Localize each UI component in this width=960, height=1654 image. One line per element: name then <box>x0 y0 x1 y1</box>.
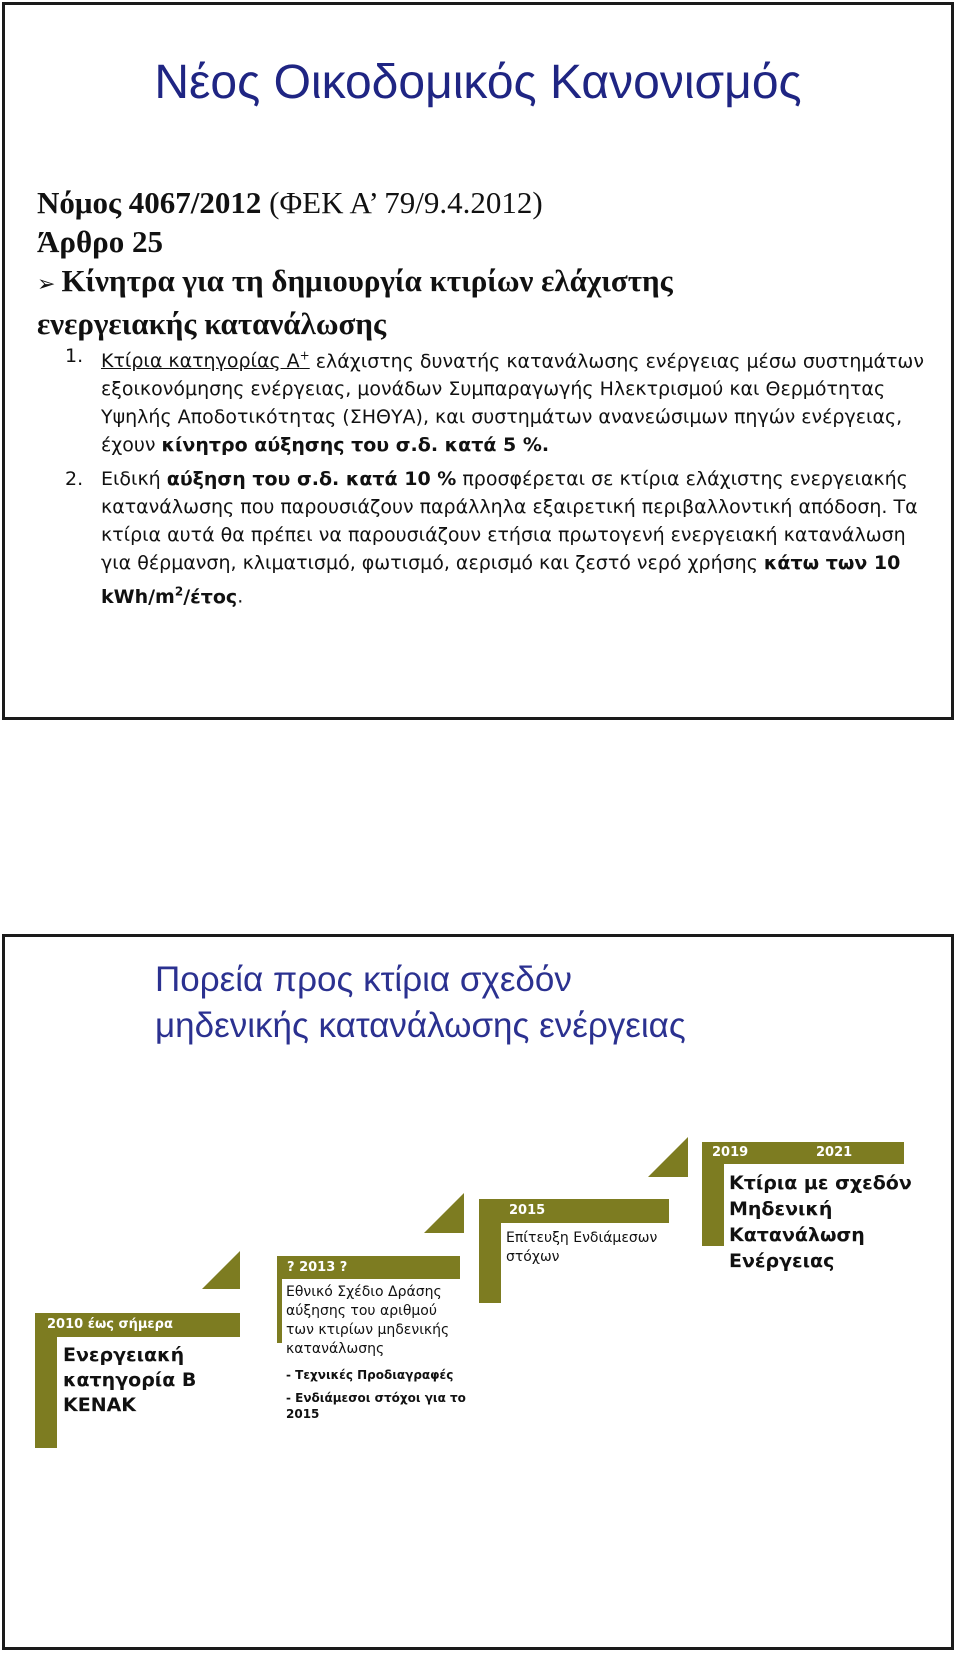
law-gazette: (ΦΕΚ Α’ 79/9.4.2012) <box>261 185 543 220</box>
step-2-note-1: - Τεχνικές Προδιαγραφές <box>286 1368 454 1382</box>
item-1-text: ελάχιστης δυνατής κατανάλωσης ενέργειας μέσω συστημάτων εξοικονόμησης ενέργειας, μονάδων Συμπαραγωγής Ηλεκτρισμού και Θερμότητας Υψηλής Αποδοτικότητας (ΣΗΘΥΑ), και συστημάτων ανανεώσιμων πηγών ενέργειας, έχουν <box>101 350 924 457</box>
slide-2 <box>2 934 954 1650</box>
item-1-bold: κίνητρο αύξησης του σ.δ. κατά 5 %. <box>161 434 550 457</box>
item-2-bold-2: κάτω των 10 kWh/$m^2$/έτος <box>101 552 901 608</box>
step-arrow-icon <box>202 1251 240 1289</box>
item-number: 1. <box>65 345 84 367</box>
law-line <box>37 183 673 222</box>
step-2-header: ? 2013 ? <box>277 1256 460 1279</box>
step-1-body: Ενεργειακή κατηγορία Β ΚΕΝΑΚ <box>63 1344 197 1416</box>
step-arrow-icon <box>648 1137 688 1177</box>
slide-1-title: Νέος Οικοδομικός Κανονισμός <box>154 56 802 109</box>
slide-1 <box>2 2 954 720</box>
arrow-bullet-icon: ➢ <box>37 272 56 297</box>
item-2-pre: Ειδική <box>101 468 167 491</box>
item-2-bold-1: αύξηση του σ.δ. κατά 10 % <box>166 468 457 491</box>
bullet-heading <box>37 261 673 304</box>
step-3-bar <box>479 1223 501 1303</box>
step-1-bar <box>35 1337 57 1448</box>
step-4-year-start: 2019 <box>712 1145 749 1160</box>
step-4-body: Κτίρια με σχεδόν Μηδενική Κατανάλωση Ενέργειας <box>729 1172 912 1272</box>
slide-2-title: Πορεία προς κτίρια σχεδόν μηδενικής κατανάλωσης ενέργειας <box>155 960 686 1045</box>
law-number: Νόμος 4067/2012 <box>37 185 262 220</box>
item-number: 2. <box>65 468 84 491</box>
step-2-body: Εθνικό Σχέδιο Δράσης αύξησης του αριθμού των κτιρίων μηδενικής κατανάλωσης <box>286 1284 450 1357</box>
law-heading <box>37 183 673 343</box>
step-arrow-icon <box>424 1193 464 1233</box>
article-item-2: 2. Ειδική αύξηση του σ.δ. κατά 10 % προσφέρεται σε κτίρια ελάχιστης ενεργειακής κατανάλωσης που παρουσιάζουν παράλληλα εξαιρετική περιβαλλοντική απόδοση. Τα κτίρια αυτά θα πρέπει να παρουσιάζουν ετήσια πρωτογενή ενεργειακή κατανάλωση για θέρμανση, κλιματισμό, φωτισμό, αερισμό και ζεστό νερό χρήσης κάτω των 10 kWh/$m^2$/έτος. <box>65 465 925 610</box>
article-item-1 <box>65 342 925 459</box>
article-number: Άρθρο 25 <box>37 224 163 259</box>
step-3-header: 2015 <box>479 1199 669 1223</box>
step-2-bar <box>277 1279 282 1343</box>
item-2-text: προσφέρεται σε κτίρια ελάχιστης ενεργειακής κατανάλωσης που παρουσιάζουν παράλληλα εξαιρετική περιβαλλοντική απόδοση. Τα κτίρια αυτά θα πρέπει να παρουσιάζουν ετήσια πρωτογενή ενεργειακή κατανάλωση για θέρμανση, κλιματισμό, φωτισμό, αερισμό και ζεστό νερό χρήσης <box>101 468 918 575</box>
step-4-header <box>702 1142 904 1164</box>
step-4-bar <box>702 1164 724 1246</box>
step-4-year-end: 2021 <box>816 1145 853 1160</box>
article-items <box>65 342 925 611</box>
step-2-note-2: - Ενδιάμεσοι στόχοι για το 2015 <box>286 1391 466 1421</box>
step-1-header: 2010 έως σήμερα <box>35 1313 240 1337</box>
step-3-body: Επίτευξη Ενδιάμεσων στόχων <box>506 1230 658 1265</box>
item-1-subject: Κτίρια κατηγορίας Α+ <box>101 349 310 373</box>
bullet-heading-line2: ενεργειακής κατανάλωσης <box>37 306 387 341</box>
bullet-heading-line1: Κίνητρα για τη δημιουργία κτιρίων ελάχιστης <box>61 263 673 298</box>
